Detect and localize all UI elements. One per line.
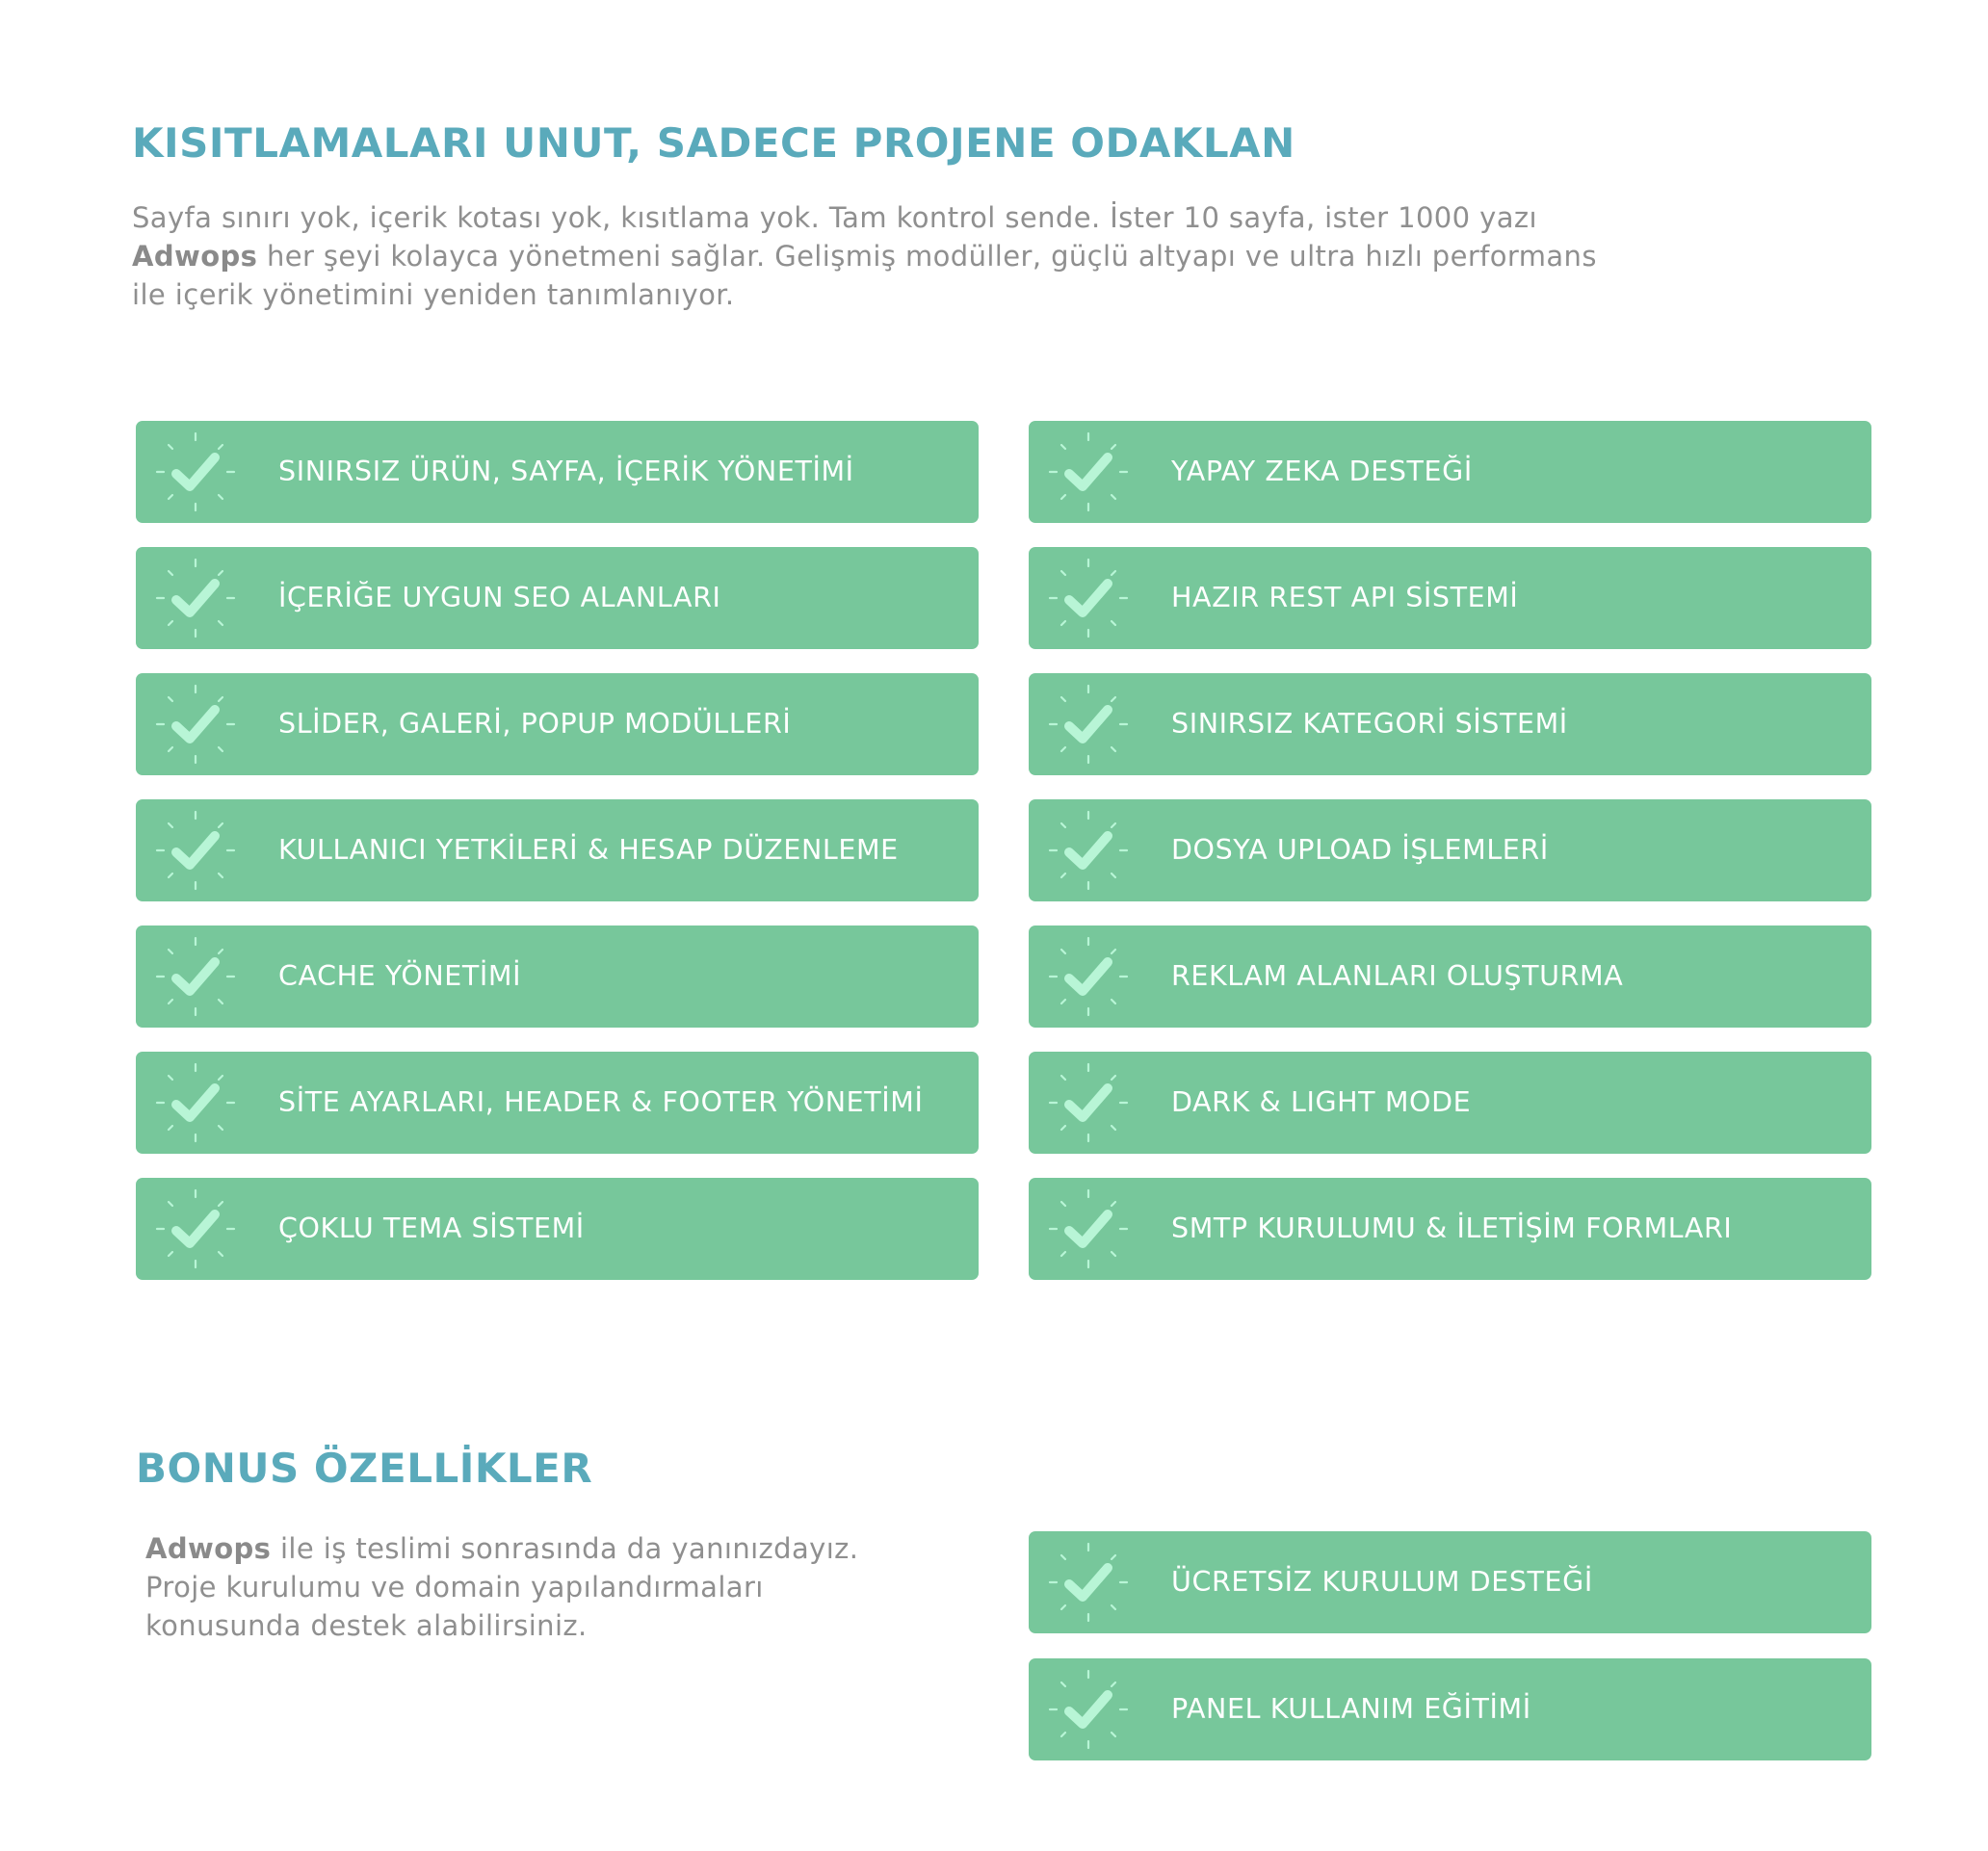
check-icon xyxy=(1048,684,1129,765)
feature-card xyxy=(136,799,979,901)
check-icon xyxy=(155,684,236,765)
bonus-feature-card xyxy=(1029,1531,1871,1633)
feature-label: DARK & LIGHT MODE xyxy=(1171,1086,1472,1118)
check-icon xyxy=(155,936,236,1017)
features-left-column xyxy=(136,421,979,1304)
brand-name: Adwops xyxy=(145,1532,272,1565)
feature-label: DOSYA UPLOAD İŞLEMLERİ xyxy=(1171,834,1549,866)
feature-label: YAPAY ZEKA DESTEĞİ xyxy=(1171,456,1473,487)
bonus-description xyxy=(145,1529,858,1645)
main-description-line-2 xyxy=(132,237,1597,275)
feature-label: HAZIR REST API SİSTEMİ xyxy=(1171,582,1519,613)
feature-label: SLİDER, GALERİ, POPUP MODÜLLERİ xyxy=(278,708,792,740)
check-icon xyxy=(1048,1669,1129,1750)
feature-label: ÇOKLU TEMA SİSTEMİ xyxy=(278,1212,585,1244)
feature-label: İÇERİĞE UYGUN SEO ALANLARI xyxy=(278,582,721,613)
feature-card xyxy=(1029,926,1871,1028)
check-icon xyxy=(1048,1188,1129,1269)
main-description xyxy=(132,198,1597,314)
check-icon xyxy=(155,810,236,891)
feature-label: SMTP KURULUMU & İLETİŞİM FORMLARI xyxy=(1171,1212,1733,1244)
check-icon xyxy=(1048,558,1129,639)
bonus-description-line-2: Proje kurulumu ve domain yapılandırmaları xyxy=(145,1571,764,1603)
feature-card xyxy=(1029,673,1871,775)
feature-card xyxy=(136,547,979,649)
feature-card xyxy=(136,926,979,1028)
bonus-feature-card xyxy=(1029,1658,1871,1760)
check-icon xyxy=(155,431,236,512)
brand-name: Adwops xyxy=(132,240,258,273)
feature-card xyxy=(136,1052,979,1154)
check-icon xyxy=(1048,1062,1129,1143)
main-description-line-2-rest: her şeyi kolayca yönetmeni sağlar. Gelişmiş modüller, güçlü altyapı ve ultra hızlı performans xyxy=(257,240,1597,273)
feature-label: KULLANICI YETKİLERİ & HESAP DÜZENLEME xyxy=(278,834,899,866)
main-description-line-3: ile içerik yönetimini yeniden tanımlanıyor. xyxy=(132,278,735,311)
feature-card xyxy=(136,421,979,523)
check-icon xyxy=(1048,936,1129,1017)
check-icon xyxy=(155,1188,236,1269)
feature-card xyxy=(1029,799,1871,901)
check-icon xyxy=(155,1062,236,1143)
check-icon xyxy=(1048,810,1129,891)
bonus-description-line-1 xyxy=(145,1529,858,1568)
check-icon xyxy=(155,558,236,639)
feature-card xyxy=(136,1178,979,1280)
feature-label: PANEL KULLANIM EĞİTİMİ xyxy=(1171,1693,1531,1725)
bonus-heading: BONUS ÖZELLİKLER xyxy=(136,1445,593,1492)
feature-card xyxy=(136,673,979,775)
feature-card xyxy=(1029,547,1871,649)
check-icon xyxy=(1048,1542,1129,1623)
feature-label: SINIRSIZ ÜRÜN, SAYFA, İÇERİK YÖNETİMİ xyxy=(278,456,854,487)
feature-card xyxy=(1029,421,1871,523)
bonus-features-column xyxy=(1029,1531,1871,1786)
feature-card xyxy=(1029,1178,1871,1280)
feature-label: SİTE AYARLARI, HEADER & FOOTER YÖNETİMİ xyxy=(278,1086,924,1118)
main-description-line-1: Sayfa sınırı yok, içerik kotası yok, kısıtlama yok. Tam kontrol sende. İster 10 sayfa, ister 1000 yazı xyxy=(132,201,1537,234)
feature-label: REKLAM ALANLARI OLUŞTURMA xyxy=(1171,960,1624,992)
check-icon xyxy=(1048,431,1129,512)
feature-card xyxy=(1029,1052,1871,1154)
features-right-column xyxy=(1029,421,1871,1304)
feature-label: SINIRSIZ KATEGORİ SİSTEMİ xyxy=(1171,708,1568,740)
feature-label: ÜCRETSİZ KURULUM DESTEĞİ xyxy=(1171,1566,1593,1598)
feature-label: CACHE YÖNETİMİ xyxy=(278,960,522,992)
bonus-description-line-1-rest: ile iş teslimi sonrasında da yanınızdayız. xyxy=(271,1532,859,1565)
main-heading: KISITLAMALARI UNUT, SADECE PROJENE ODAKLAN xyxy=(132,119,1295,167)
bonus-description-line-3: konusunda destek alabilirsiniz. xyxy=(145,1609,588,1642)
